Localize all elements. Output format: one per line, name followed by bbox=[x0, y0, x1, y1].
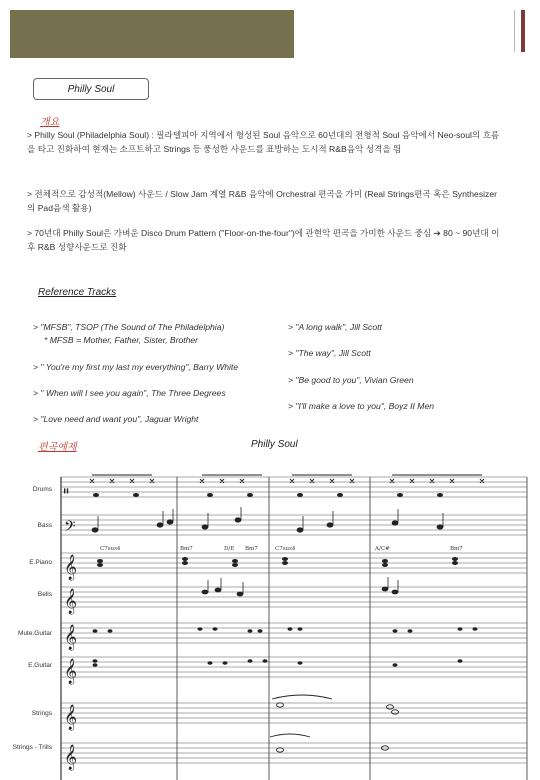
staff-system bbox=[0, 465, 540, 780]
chord-symbol: A/C# bbox=[375, 546, 390, 552]
instrument-label-mute-guitar: Mute.Guitar bbox=[18, 630, 52, 637]
reference-right-3: > "Be good to you", Vivian Green bbox=[288, 375, 414, 385]
reference-right-2: > "The way", Jill Scott bbox=[288, 348, 371, 358]
svg-text:𝄞: 𝄞 bbox=[64, 555, 78, 580]
chord-symbol: C7sus4 bbox=[275, 546, 296, 552]
overview-paragraph-2: > 전체적으로 감성적(Mellow) 사운드 / Slow Jam 계열 R&B 음악에 Orchestral 편곡을 가미 (Real Strings편곡 혹은 Synthesizer의 Pad음색 활용) bbox=[27, 189, 497, 213]
reference-left-1: > "MFSB", TSOP (The Sound of The Philadelphia) bbox=[33, 322, 225, 332]
svg-text:𝄞: 𝄞 bbox=[64, 589, 78, 614]
chord-symbol: C7sus4 bbox=[100, 546, 121, 552]
reference-left-3: > " When will I see you again", The Three Degrees bbox=[33, 388, 226, 398]
chord-symbol: Bm7 bbox=[180, 546, 193, 552]
svg-text:𝄞: 𝄞 bbox=[64, 705, 78, 730]
overview-paragraph-3: > 70년대 Philly Soul은 가벼운 Disco Drum Pattern ("Floor-on-the-four")에 관현악 편곡을 가미한 사운드 중심 ➔ 80 ~ 90년대 이후 R&B 성향사운드로 진화 bbox=[27, 228, 500, 252]
header-accent-bar bbox=[521, 10, 525, 52]
header-banner bbox=[10, 10, 294, 58]
instrument-label-e-guitar: E.Guitar bbox=[28, 662, 52, 669]
reference-heading: Reference Tracks bbox=[38, 287, 117, 298]
reference-left-2: > " You're my first my last my everything", Barry White bbox=[33, 362, 239, 372]
svg-text:𝄞: 𝄞 bbox=[64, 625, 78, 650]
reference-right-1: > "A long walk", Jill Scott bbox=[288, 322, 382, 332]
instrument-label-epiano: E.Piano bbox=[29, 559, 52, 566]
svg-text:𝄞: 𝄞 bbox=[64, 659, 78, 684]
instrument-label-strings: Strings bbox=[31, 710, 52, 717]
svg-text:𝄥: 𝄥 bbox=[64, 484, 69, 500]
score-title: Philly Soul bbox=[251, 439, 298, 450]
overview-heading: 개요 bbox=[40, 117, 60, 128]
instrument-label-strings-trills: Strings - Trills bbox=[12, 744, 52, 751]
score-heading: 편곡예제 bbox=[38, 442, 77, 453]
music-score bbox=[0, 465, 540, 780]
instrument-label-drums: Drums bbox=[32, 486, 52, 493]
page-title: Philly Soul bbox=[33, 78, 149, 100]
chord-symbol: D/E bbox=[224, 546, 235, 552]
instrument-label-bells: Bells bbox=[37, 591, 52, 598]
overview-paragraph-1: > Philly Soul (Philadelphia Soul) : 필라델피아 지역에서 형성된 Soul 음악으로 60년대의 전형적 Soul 음악에서 Neo-soul의 흐름을 타고 진화하여 현재는 소프트하고 Strings 등 풍성한 사운드를 표방하는 도시적 R&B음악 성격을 띔 bbox=[27, 130, 500, 154]
chord-symbol: Bm7 bbox=[450, 546, 463, 552]
chord-symbol: Bm7 bbox=[245, 546, 258, 552]
reference-left-note: * MFSB = Mother, Father, Sister, Brother bbox=[44, 335, 199, 345]
reference-left-4: > "Love need and want you", Jaguar Wright bbox=[33, 414, 199, 424]
reference-right-4: > "I'll make a love to you", Boyz II Men bbox=[288, 401, 435, 411]
svg-text:𝄞: 𝄞 bbox=[64, 745, 78, 770]
svg-text:𝄢: 𝄢 bbox=[64, 518, 76, 539]
instrument-label-bass: Bass bbox=[37, 522, 52, 529]
header-divider bbox=[514, 10, 515, 52]
